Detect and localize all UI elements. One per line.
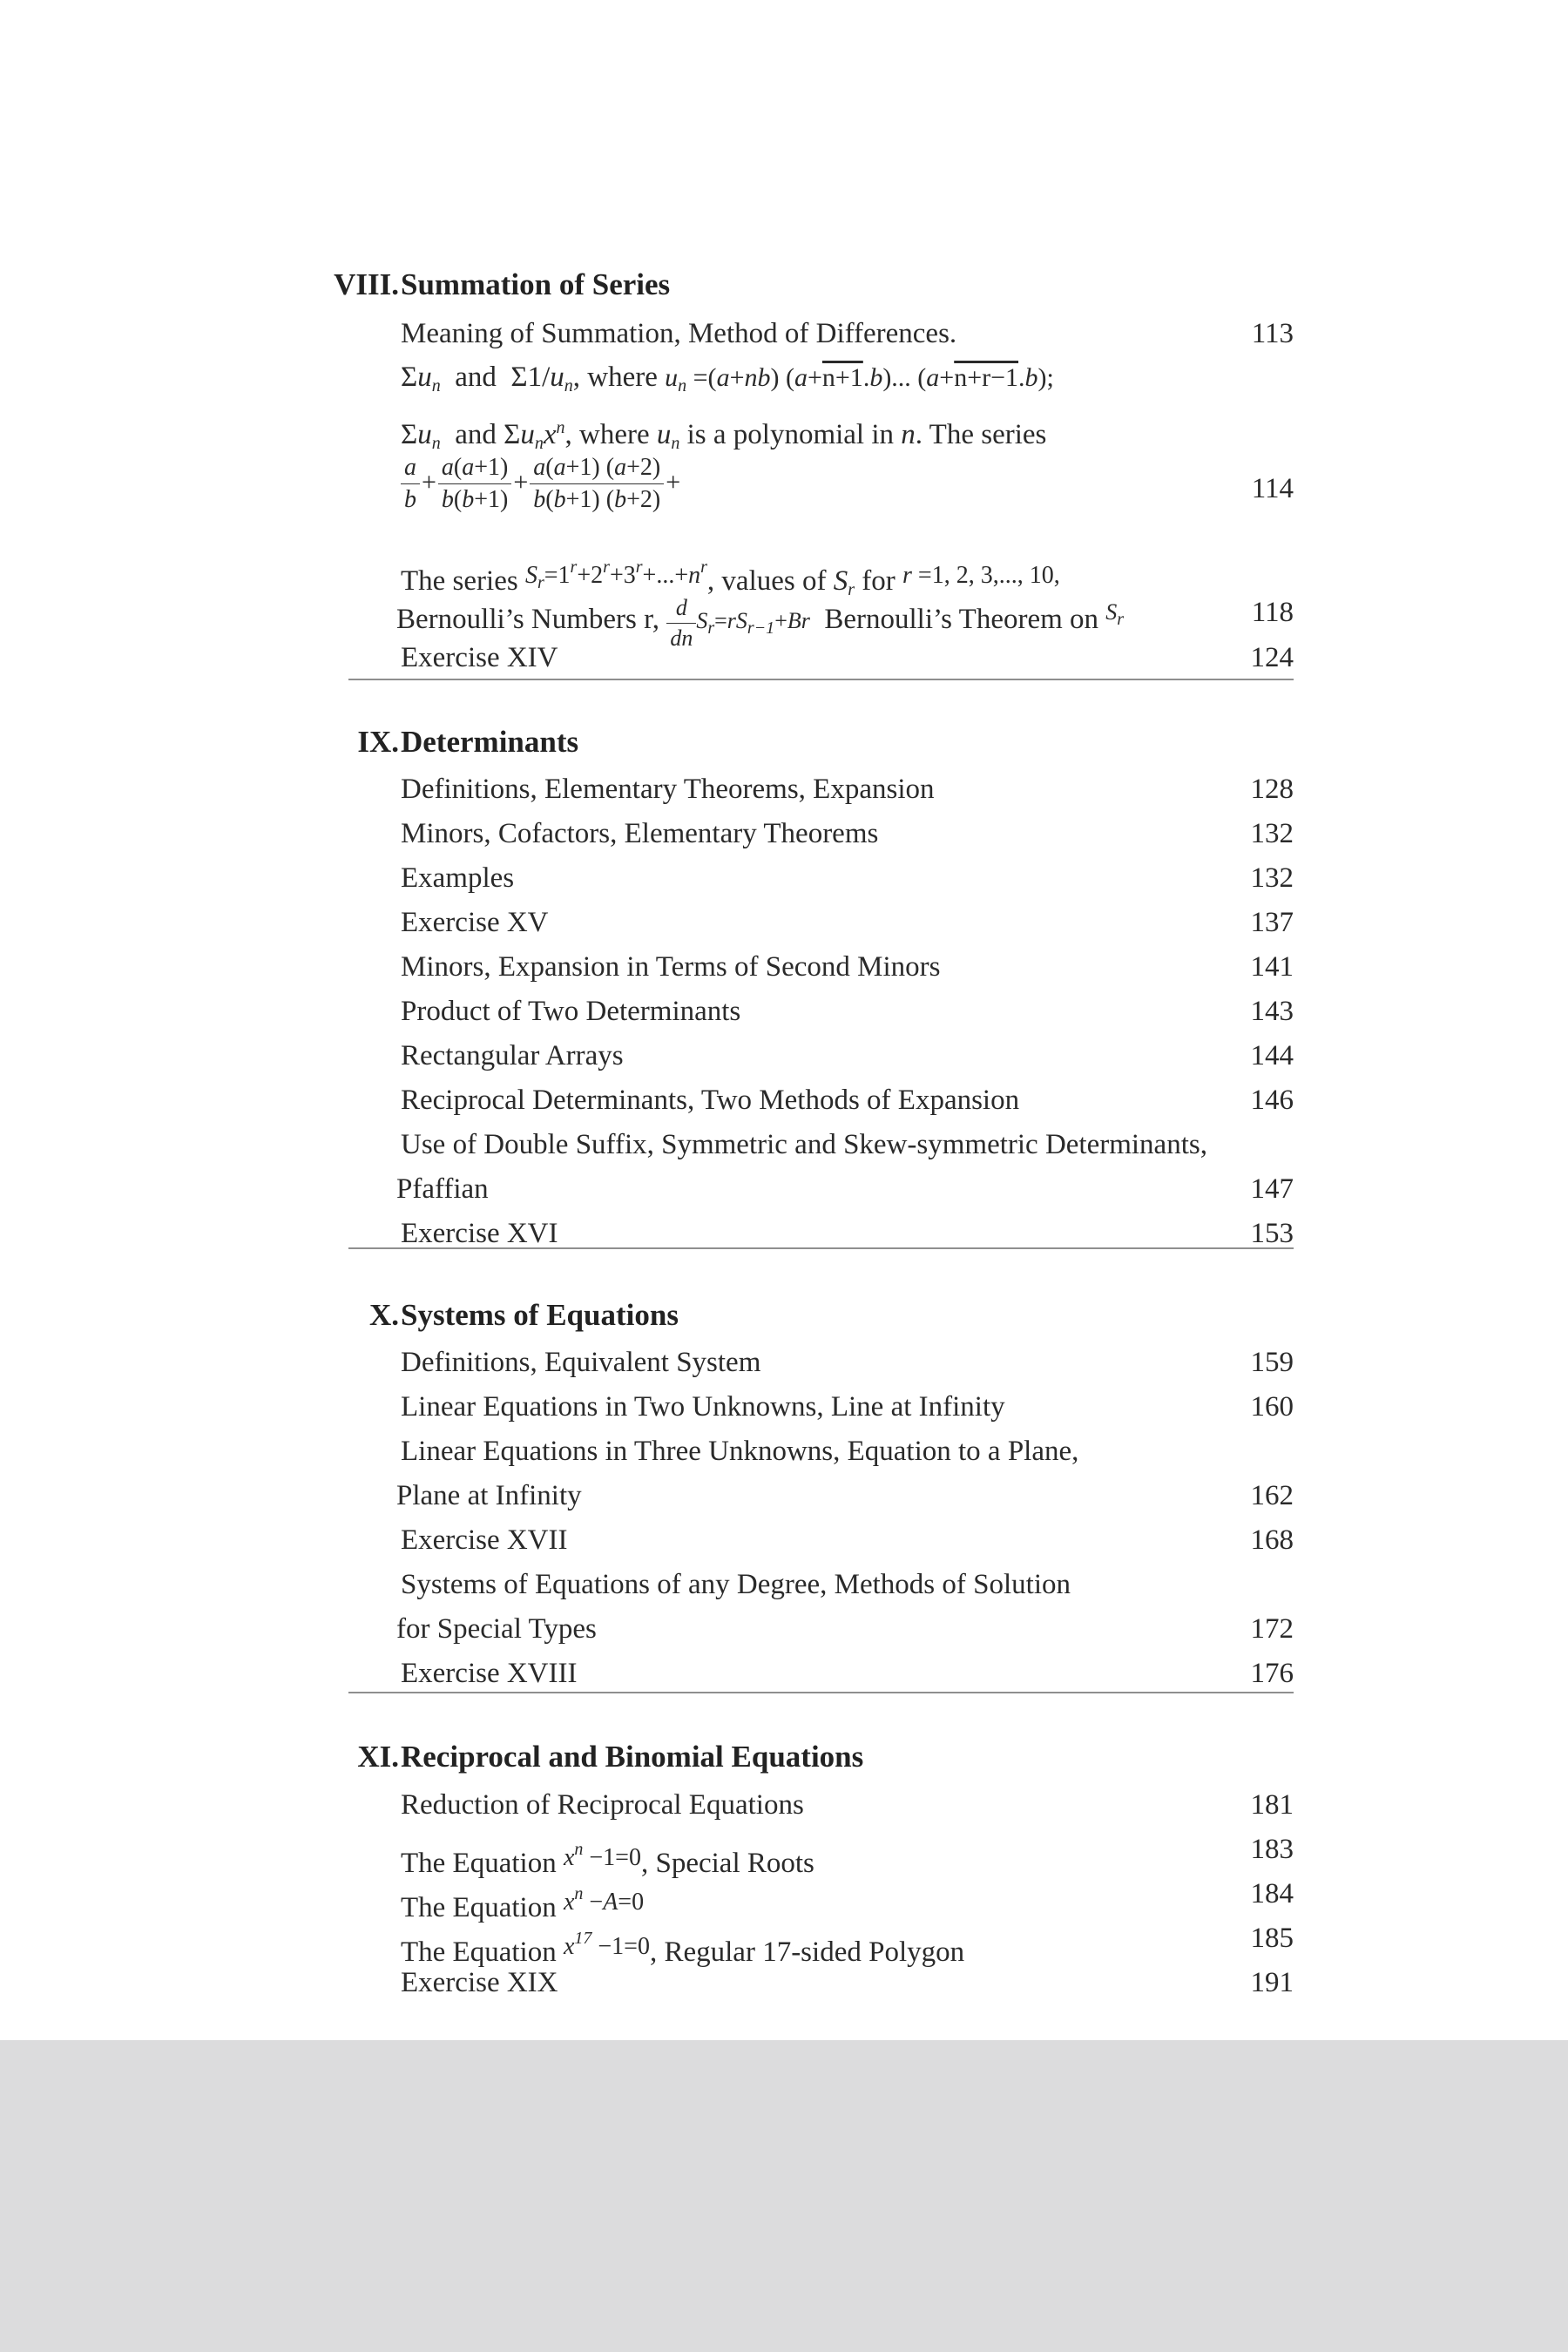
toc-entry (401, 1565, 1294, 1605)
toc-entry-text: Meaning of Summation, Method of Differences. (401, 318, 957, 349)
toc-entry-page: 168 (1250, 1524, 1294, 1556)
toc-entry-text: The Equation $^{x^n -A=0}$ (401, 1884, 645, 1923)
toc-entry-text: The series $^{S_r=1^r+2^r+3^r+...+n^r}$, values of $S_r$ for $^{r =1, 2, 3,..., 10,}$ (401, 558, 1060, 599)
toc-entry (396, 1609, 1294, 1649)
toc-entry (401, 1963, 1294, 2003)
toc-entry-page: 118 (1251, 597, 1294, 628)
toc-entry-page: 113 (1251, 318, 1294, 349)
math-formula: Sr (1105, 599, 1125, 629)
section-heading-ix (0, 722, 1568, 762)
toc-entry (401, 1342, 1294, 1382)
toc-entry-page: 160 (1250, 1391, 1294, 1423)
toc-entry-page: 159 (1250, 1347, 1294, 1378)
toc-entry (401, 1036, 1294, 1076)
toc-entry-page: 184 (1250, 1878, 1294, 1909)
math-formula: $u_n$ (656, 419, 680, 453)
toc-entry-page: 183 (1250, 1834, 1294, 1865)
math-formula: $\Sigma u_nx^n$ (504, 418, 565, 453)
math-formula: Sr=1r+2r+3r+...+nr (524, 558, 707, 592)
toc-entry-text: Pfaffian (396, 1173, 489, 1205)
toc-entry-text: Exercise XVI (401, 1218, 558, 1249)
toc-entry-page: 132 (1250, 818, 1294, 849)
math-formula: $\frac{a}{b}$ + $\frac{a(a+1)}{b(b+1)}$ + $\frac{a(a+1) (a+2)}{b(b+1) (b+2)}$ + (401, 456, 682, 512)
toc-entry-text: Linear Equations in Two Unknowns, Line at Infinity (401, 1391, 1005, 1423)
section-divider (348, 1247, 1294, 1249)
toc-entry-text: Product of Two Determinants (401, 996, 741, 1027)
math-formula: $\frac{d}{dn}$ $S_r=rS_{r-1}+Br$ (666, 608, 810, 633)
toc-entry (401, 1520, 1294, 1560)
toc-entry-text: Definitions, Equivalent System (401, 1347, 761, 1378)
section-number: IX. (357, 725, 399, 759)
toc-entry (401, 1080, 1294, 1120)
section-heading-x (0, 1295, 1568, 1335)
math-formula: x17 −1=0 (563, 1929, 650, 1960)
toc-entry (401, 1387, 1294, 1427)
toc-entry (396, 592, 1294, 651)
section-title: Determinants (401, 725, 579, 759)
section-heading-xi (0, 1737, 1568, 1777)
toc-entry-page: 132 (1250, 862, 1294, 894)
toc-entry-text: The Equation $^{x^n -1=0}$, Special Roots (401, 1840, 814, 1879)
toc-entry-page: 181 (1250, 1789, 1294, 1821)
toc-entry-text: Exercise XVIII (401, 1658, 578, 1689)
toc-entry-text: $\Sigma u_n$ and $\Sigma u_nx^n$, where $u_n$ is a polynomial in n. The series (401, 418, 1047, 453)
math-formula: xn −A=0 (563, 1884, 645, 1916)
toc-entry-text: $\Sigma u_n$ and $\Sigma 1/u_n$, where $u_n =(a+nb)$ (a+n+1.b)... (a+n+r−1.b); (401, 362, 1054, 395)
math-formula: r =1, 2, 3,..., 10, (902, 562, 1060, 589)
toc-entry-page: 176 (1250, 1658, 1294, 1689)
section-number: VIII. (334, 267, 399, 301)
toc-entry (401, 638, 1294, 678)
section-heading-viii (0, 265, 1568, 305)
toc-entry (401, 947, 1294, 987)
toc-entry-page: 191 (1250, 1967, 1294, 1998)
toc-entry (401, 991, 1294, 1031)
toc-entry-text: for Special Types (396, 1613, 597, 1645)
toc-entry-text: Linear Equations in Three Unknowns, Equation to a Plane, (401, 1436, 1079, 1467)
toc-entry-page: 172 (1250, 1613, 1294, 1645)
section-divider (348, 679, 1294, 680)
toc-entry-text: Reduction of Reciprocal Equations (401, 1789, 804, 1821)
toc-entry-text: Exercise XIV (401, 642, 558, 673)
section-title: Systems of Equations (401, 1298, 679, 1332)
toc-entry-page: 141 (1250, 951, 1294, 983)
toc-entry-page: 153 (1250, 1218, 1294, 1249)
math-formula: $u_n =(a+nb)$ (a+n+1.b)... (a+n+r−1.b); (665, 363, 1054, 395)
toc-entry-page: 185 (1250, 1923, 1294, 1954)
toc-entry-text: Use of Double Suffix, Symmetric and Skew-symmetric Determinants, (401, 1129, 1207, 1160)
toc-entry-text: Rectangular Arrays (401, 1040, 624, 1071)
section-title: Reciprocal and Binomial Equations (401, 1740, 864, 1774)
toc-entry (401, 1874, 1294, 1923)
toc-entry (401, 1653, 1294, 1693)
math-formula: $\Sigma u_n$ (401, 362, 441, 395)
toc-entry (401, 547, 1294, 599)
toc-entry (401, 769, 1294, 809)
toc-entry (401, 1829, 1294, 1879)
toc-entry-page: 143 (1250, 996, 1294, 1027)
toc-entry-page: 162 (1250, 1480, 1294, 1511)
math-formula: $\Sigma 1/u_n$ (510, 362, 573, 395)
toc-entry-text: Bernoulli’s Numbers r, $\frac{d}{dn}$ $S_r=rS_{r-1}+Br$ Bernoulli’s Theorem on $^{S_r}$ (396, 594, 1125, 651)
toc-entry-text: Reciprocal Determinants, Two Methods of Expansion (401, 1085, 1020, 1116)
toc-entry (401, 449, 1294, 529)
toc-entry-page: 144 (1250, 1040, 1294, 1071)
toc-entry-text: Definitions, Elementary Theorems, Expansion (401, 774, 935, 805)
toc-entry (401, 408, 1294, 453)
toc-entry (401, 858, 1294, 898)
toc-entry-page: 146 (1250, 1085, 1294, 1116)
toc-entry (401, 1125, 1294, 1165)
toc-entry-text: Systems of Equations of any Degree, Methods of Solution (401, 1569, 1071, 1600)
toc-entry-text: Exercise XIX (401, 1967, 558, 1998)
toc-entry (396, 1169, 1294, 1209)
toc-entry (401, 357, 1294, 397)
toc-entry-text: Minors, Expansion in Terms of Second Minors (401, 951, 941, 983)
toc-entry-text: Examples (401, 862, 515, 894)
math-formula: $\Sigma u_n$ (401, 419, 441, 453)
math-formula: xn −1=0 (563, 1840, 641, 1871)
toc-entry-text: Exercise XVII (401, 1524, 568, 1556)
toc-entry-page: 124 (1250, 642, 1294, 673)
toc-entry (401, 902, 1294, 943)
toc-entry (401, 1785, 1294, 1825)
toc-entry (396, 1476, 1294, 1516)
section-number: X. (368, 1298, 399, 1332)
section-number: XI. (357, 1740, 399, 1774)
toc-entry (401, 314, 1294, 354)
toc-entry-page: 137 (1250, 907, 1294, 938)
section-divider (348, 1692, 1294, 1693)
toc-entry (401, 1431, 1294, 1471)
page-bottom-band (0, 2040, 1568, 2352)
toc-entry-text: Plane at Infinity (396, 1480, 582, 1511)
math-formula: $S_r$ (833, 565, 855, 599)
toc-entry-page: 128 (1250, 774, 1294, 805)
toc-entry-text: Exercise XV (401, 907, 549, 938)
toc-entry (401, 1918, 1294, 1968)
toc-entry-page: 147 (1250, 1173, 1294, 1205)
toc-entry-text: The Equation $^{x^{17} -1=0}$, Regular 17-sided Polygon (401, 1929, 965, 1968)
toc-entry-text: Minors, Cofactors, Elementary Theorems (401, 818, 879, 849)
toc-entry (401, 814, 1294, 854)
toc-entry-page: 114 (1251, 473, 1294, 504)
section-title: Summation of Series (401, 267, 671, 301)
